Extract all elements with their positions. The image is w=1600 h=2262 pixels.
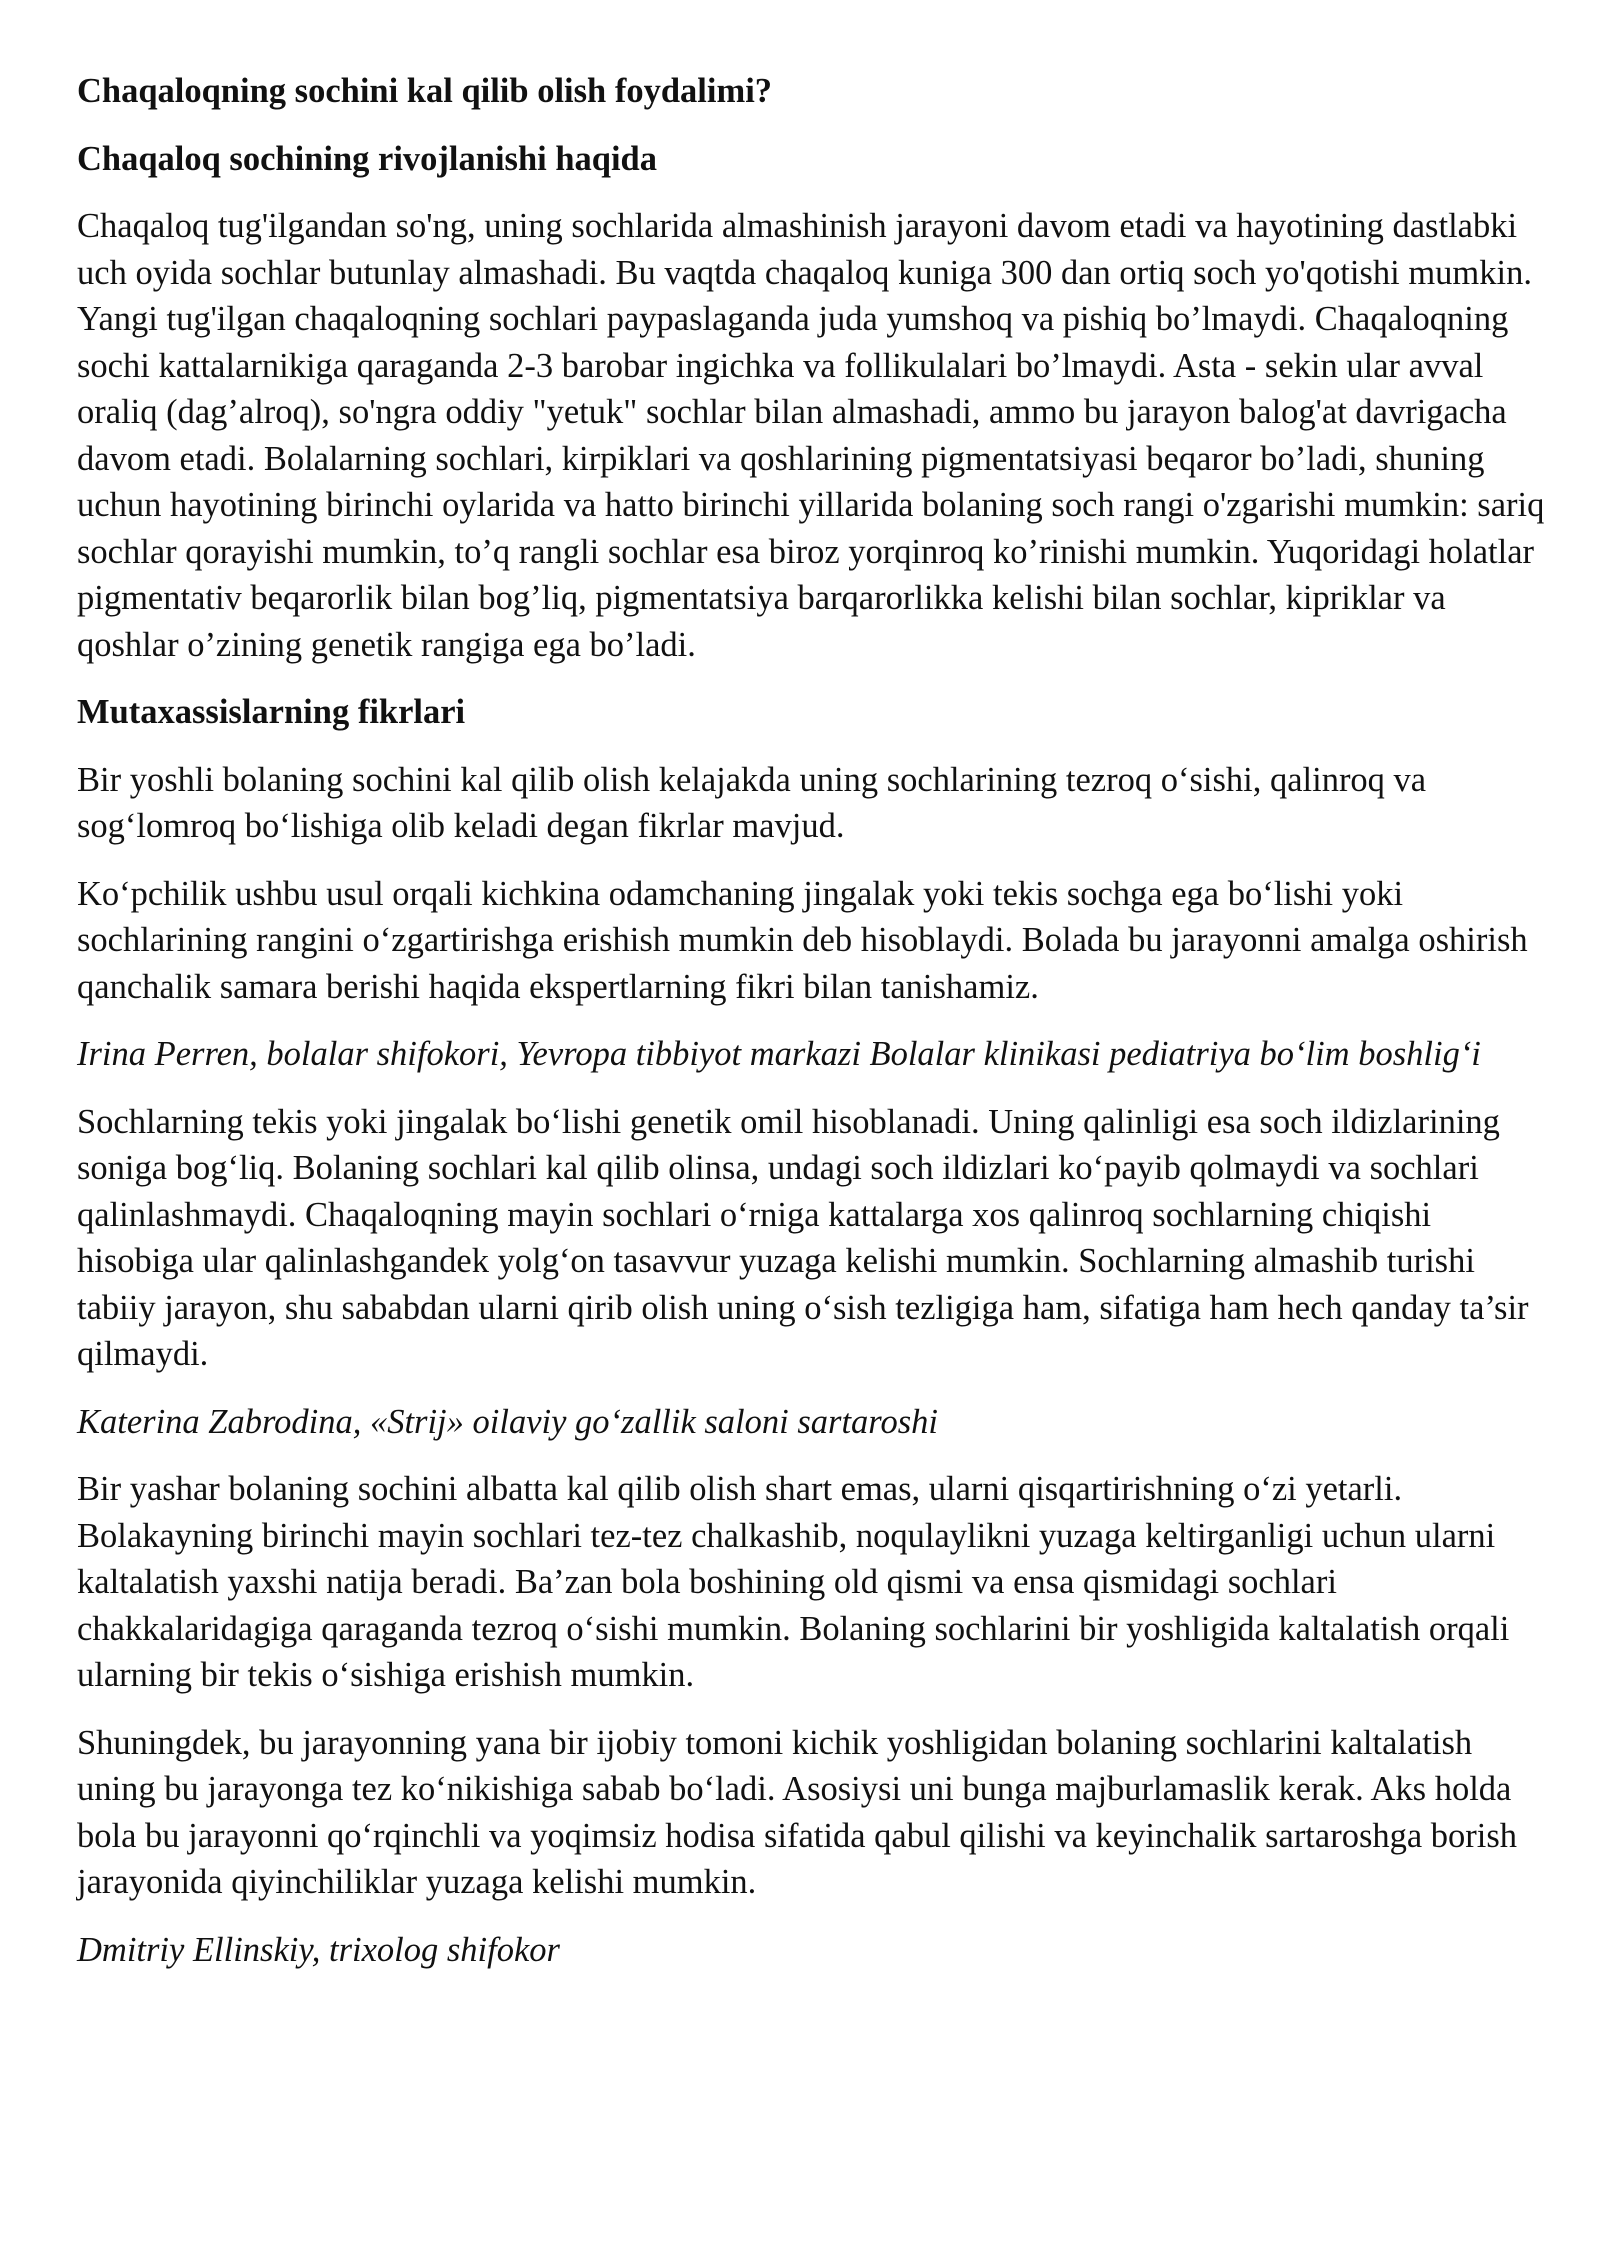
document-title: Chaqaloqning sochini kal qilib olish foydalimi? [77, 72, 773, 110]
paragraph-common-belief: Bir yoshli bolaning sochini kal qilib olish kelajakda uning sochlarining tezroq o‘sishi, qalinroq va sog‘lomroq bo‘lishiga olib keladi degan fikrlar mavjud. [77, 760, 1427, 845]
paragraph-expert-intro: Ko‘pchilik ushbu usul orqali kichkina odamchaning jingalak yoki tekis sochga ega bo‘lishi yoki sochlarining rangini o‘zgartirishga erishish mumkin deb hisoblaydi. Bolada bu jarayonni amalga oshirish qanchalik samara berishi haqida ekspertlarning fikri bilan tanishamiz. [77, 874, 1528, 1006]
expert-byline-trichologist: Dmitriy Ellinskiy, trixolog shifokor [77, 1930, 560, 1969]
document-page [77, 68, 1547, 1994]
section-heading-hair-development: Chaqaloq sochining rivojlanishi haqida [77, 139, 657, 178]
paragraph-pediatrician-opinion: Sochlarning tekis yoki jingalak bo‘lishi genetik omil hisoblanadi. Uning qalinligi esa soch ildizlarining soniga bog‘liq. Bolaning sochlari kal qilib olinsa, undagi soch ildizlari ko‘payib qolmaydi va sochlari qalinlashmaydi. Chaqaloqning mayin sochlari o‘rniga kattalarga xos qalinroq sochlarning chiqishi hisobiga ular qalinlashgandek yolg‘on tasavvur yuzaga kelishi mumkin. Sochlarning almashib turishi tabiiy jarayon, shu sababdan ularni qirib olish uning o‘sish tezligiga ham, sifatiga ham hech qanday ta’sir qilmaydi. [77, 1102, 1529, 1373]
section-heading-expert-opinions: Mutaxassislarning fikrlari [77, 693, 466, 731]
expert-byline-hairdresser: Katerina Zabrodina, «Strij» oilaviy go‘zallik saloni sartaroshi [77, 1402, 938, 1441]
paragraph-hairdresser-opinion-1: Bir yashar bolaning sochini albatta kal qilib olish shart emas, ularni qisqartirishning o‘zi yetarli. Bolakayning birinchi mayin sochlari tez-tez chalkashib, noqulaylikni yuzaga keltirganligi uchun ularni kaltalatish yaxshi natija beradi. Ba’zan bola boshining old qismi va ensa qismidagi sochlari chakkalaridagiga qaraganda tezroq o‘sishi mumkin. Bolaning sochlarini bir yoshligida kaltalatish orqali ularning bir tekis o‘sishiga erishish mumkin. [77, 1470, 1510, 1694]
expert-byline-pediatrician: Irina Perren, bolalar shifokori, Yevropa tibbiyot markazi Bolalar klinikasi pediatriya bo‘lim boshlig‘i [77, 1035, 1481, 1073]
paragraph-hair-development: Chaqaloq tug'ilgandan so'ng, uning sochlarida almashinish jarayoni davom etadi va hayotining dastlabki uch oyida sochlar butunlay almashadi. Bu vaqtda chaqaloq kuniga 300 dan ortiq soch yo'qotishi mumkin. Yangi tug'ilgan chaqaloqning sochlari paypaslaganda juda yumshoq va pishiq bo’lmaydi. Chaqaloqning sochi kattalarnikiga qaraganda 2-3 barobar ingichka va follikulalari bo’lmaydi. Asta - sekin ular avval oraliq (dag’alroq), so'ngra oddiy "yetuk" sochlar bilan almashadi, ammo bu jarayon balog'at davrigacha davom etadi. Bolalarning sochlari, kirpiklari va qoshlarining pigmentatsiyasi beqaror bo’ladi, shuning uchun hayotining birinchi oylarida va hatto birinchi yillarida bolaning soch rangi o'zgarishi mumkin: sariq sochlar qorayishi mumkin, to’q rangli sochlar esa biroz yorqinroq ko’rinishi mumkin. Yuqoridagi holatlar pigmentativ beqarorlik bilan bog’liq, pigmentatsiya barqarorlikka kelishi bilan sochlar, kipriklar va qoshlar o’zining genetik rangiga ega bo’ladi. [77, 207, 1545, 664]
paragraph-hairdresser-opinion-2: Shuningdek, bu jarayonning yana bir ijobiy tomoni kichik yoshligidan bolaning sochlarini kaltalatish uning bu jarayonga tez ko‘nikishiga sabab bo‘ladi. Asosiysi uni bunga majburlamaslik kerak. Aks holda bola bu jarayonni qo‘rqinchli va yoqimsiz hodisa sifatida qabul qilishi va keyinchalik sartaroshga borish jarayonida qiyinchiliklar yuzaga kelishi mumkin. [77, 1723, 1518, 1901]
